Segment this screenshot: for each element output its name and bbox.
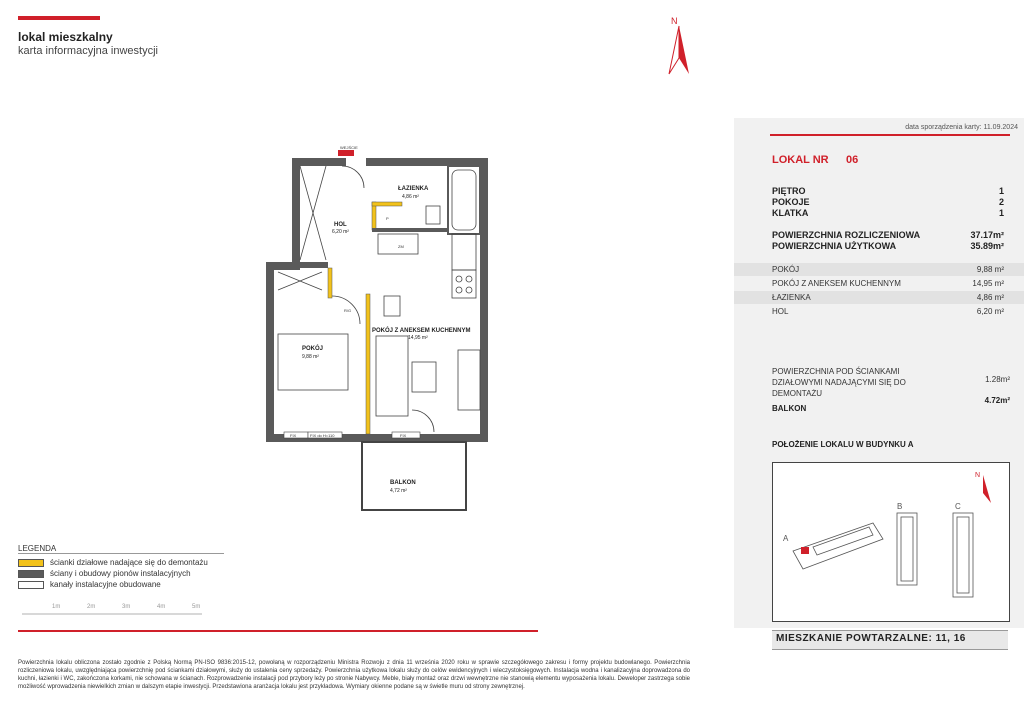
header-accent-bar (18, 16, 100, 20)
klatka-label: KLATKA (772, 208, 809, 218)
legend-item-kanaly (18, 580, 161, 589)
rozliczeniowa-label: POWIERZCHNIA ROZLICZENIOWA (772, 230, 921, 240)
room-row-lazienka (734, 291, 1024, 304)
scale-label: 4m (157, 604, 166, 610)
plan-zm-mark: ZM (398, 244, 404, 249)
scale-label: 5m (192, 604, 201, 610)
north-letter: N (671, 16, 678, 26)
north-arrow-icon (665, 14, 695, 78)
plan-entrance: WEJŚCIE (340, 145, 358, 150)
powtarzalne-text: MIESZKANIE POWTARZALNE: 11, 16 (776, 633, 966, 644)
legend-swatch (18, 570, 44, 578)
plan-p-mark: P (386, 216, 389, 221)
building-label-a: A (783, 534, 789, 543)
room-area: 9,88 m² (976, 265, 1004, 274)
plan-fix-3: FIX (400, 433, 407, 438)
plan-balkon-area: 4,72 m² (390, 488, 407, 494)
balkon-label: BALKON (772, 404, 807, 413)
legend-swatch (18, 581, 44, 589)
plan-fix-1: FIX (290, 433, 297, 438)
plan-rg-mark: R/G (344, 308, 352, 313)
legend-item-demontaz (18, 558, 208, 567)
pietro-label: PIĘTRO (772, 186, 806, 196)
plan-aneks-name: POKÓJ Z ANEKSEM KUCHENNYM (372, 328, 471, 334)
legend-item-sciany (18, 569, 191, 578)
pietro-row (772, 186, 1012, 196)
document-title: lokal mieszkalny (18, 30, 113, 44)
document-subtitle: karta informacyjna inwestycji (18, 45, 158, 57)
room-row-aneks (734, 277, 1024, 290)
lokal-label: LOKAL NR (772, 154, 829, 166)
demontaz-value: 1.28m² (985, 375, 1010, 384)
uzytkowa-value: 35.89m² (970, 241, 1004, 251)
plan-aneks-area: 14,95 m² (408, 335, 428, 341)
legend-swatch (18, 559, 44, 567)
room-area: 14,95 m² (972, 279, 1004, 288)
pokoje-row (772, 197, 1012, 207)
plan-hol-area: 6,20 m² (332, 229, 349, 235)
pietro-value: 1 (998, 186, 1004, 196)
footnote: Powierzchnia lokalu obliczona zostało zgodnie z Polską Normą PN-ISO 9836:2015-12, powołaną w rozporządzeniu Ministra Rozwoju z dnia 11 września 2020 roku w sprawie szczegółowego zakresu i formy projektu budowlanego. Powierzchnia rozliczeniowa lokalu, uwzględniająca powierzchnię pod ściankami działowymi, służy do ustalenia ceny sprzedaży. Powierzchnia użytkowa lokalu służy do celów ewidencyjnych i wieczystoksięgowych. Instalacja wodna i kanalizacyjna doprowadzona do kuchni, łazienki i WC, zakończona korkami, nie schowana w ścianach. Rozprowadzenie instalacji pod przybory leży po stronie Nabywcy. Meble, biały montaż oraz drzwi wewnętrzne nie stanowią elementu wyposażenia lokalu. Deweloper zastrzega sobie możliwość wprowadzenia niewielkich zmian w dalszym etapie inwestycji. Przedstawiona aranżacja lokalu jest przykładowa. Wymiary okienne podane są w świetle muru od strony zewnętrznej. (18, 660, 690, 690)
plan-lazienka-area: 4,86 m² (402, 194, 419, 200)
site-north-arrow-icon (983, 475, 991, 503)
room-name: POKÓJ (772, 265, 800, 274)
klatka-row (772, 208, 1012, 218)
floor-plan (262, 140, 492, 520)
legend-label: ściany i obudowy pionów instalacyjnych (50, 569, 191, 578)
plan-fix-2: FIX do H=110 (310, 433, 335, 438)
room-area: 6,20 m² (976, 307, 1004, 316)
scale-label: 1m (52, 604, 61, 610)
site-north-letter: N (975, 472, 981, 479)
pokoje-label: POKOJE (772, 197, 810, 207)
pokoje-value: 2 (998, 197, 1004, 207)
legend-title: LEGENDA (18, 544, 57, 553)
polozenie-label: POŁOŻENIE LOKALU W BUDYNKU A (772, 440, 914, 449)
building-label-b: B (897, 502, 903, 511)
plan-hol-name: HOL (334, 222, 347, 228)
card-date: data sporządzenia karty: 11.09.2024 (905, 124, 1018, 131)
plan-lazienka-name: ŁAZIENKA (398, 186, 429, 192)
rozliczeniowa-row (772, 230, 1012, 240)
rozliczeniowa-value: 37.17m² (970, 230, 1004, 240)
plan-balkon-name: BALKON (390, 480, 416, 486)
balkon-value: 4.72m² (984, 396, 1010, 405)
room-row-pokoj (734, 263, 1024, 276)
legend-label: kanały instalacyjne obudowane (50, 580, 161, 589)
demontaz-label: POWIERZCHNIA POD ŚCIANKAMI DZIAŁOWYMI NADAJĄCYMI SIĘ DO DEMONTAŻU (772, 367, 906, 398)
building-label-c: C (955, 502, 961, 511)
panel-accent-line (770, 134, 1010, 136)
uzytkowa-label: POWIERZCHNIA UŻYTKOWA (772, 241, 897, 251)
klatka-value: 1 (998, 208, 1004, 218)
room-area: 4,86 m² (976, 293, 1004, 302)
lokal-number: 06 (846, 154, 859, 166)
room-name: HOL (772, 307, 789, 316)
plan-pokoj-area: 9,88 m² (302, 354, 319, 360)
site-plan (772, 462, 1010, 622)
scale-label: 3m (122, 604, 131, 610)
plan-pokoj-name: POKÓJ (302, 346, 324, 352)
scale-bar (22, 600, 212, 620)
footer-accent-line (18, 630, 538, 632)
uzytkowa-row (772, 241, 1012, 251)
legend-divider (18, 553, 224, 554)
room-row-hol (734, 305, 1024, 318)
room-name: ŁAZIENKA (772, 293, 811, 302)
scale-label: 2m (87, 604, 96, 610)
legend-label: ścianki działowe nadające się do demontażu (50, 558, 208, 567)
room-name: POKÓJ Z ANEKSEM KUCHENNYM (772, 279, 901, 288)
